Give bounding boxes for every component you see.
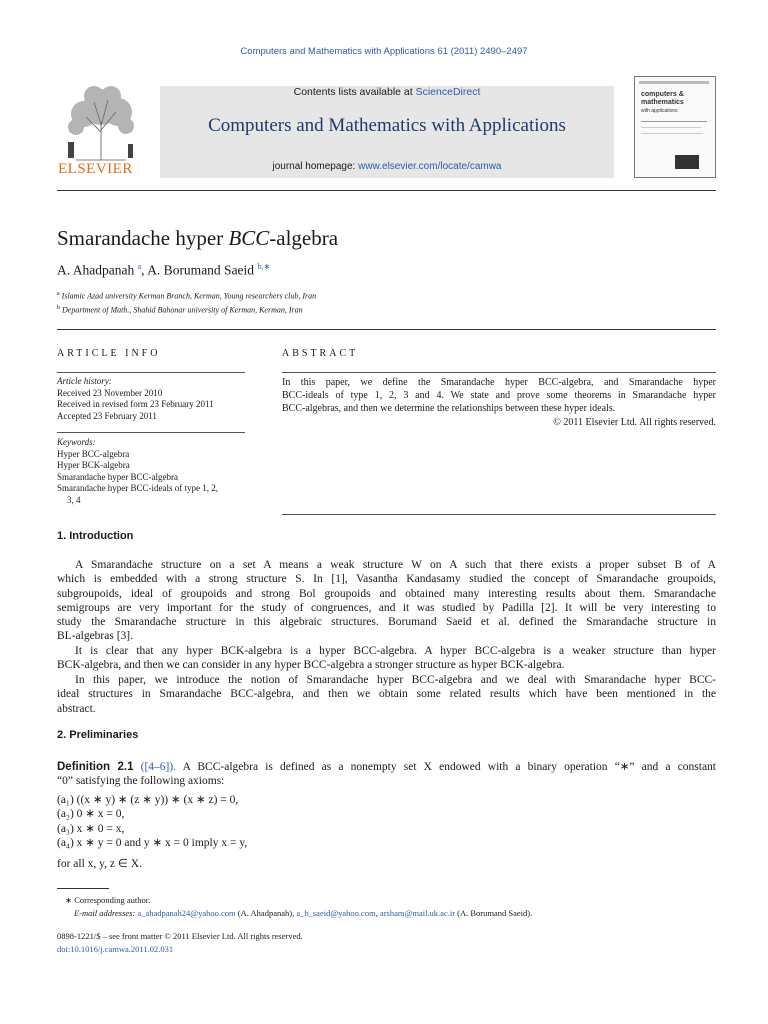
definition-text-2: “0” satisfying the following axioms: bbox=[57, 775, 225, 788]
section-heading-preliminaries: 2. Preliminaries bbox=[57, 729, 139, 741]
doi-link[interactable]: doi:10.1016/j.camwa.2011.02.031 bbox=[57, 944, 174, 954]
author-separator: , bbox=[141, 262, 148, 278]
issn-line: 0898-1221/$ – see front matter © 2011 Elsevier Ltd. All rights reserved. bbox=[57, 931, 303, 941]
email-link-1[interactable]: a_ahadpanah24@yahoo.com bbox=[137, 908, 236, 918]
keyword-4: Smarandache hyper BCC-ideals of type 1, 2, bbox=[57, 483, 218, 493]
article-info-rule bbox=[57, 372, 245, 373]
title-rule bbox=[57, 329, 716, 330]
keyword-2: Hyper BCK-algebra bbox=[57, 460, 130, 470]
email-link-2[interactable]: a_b_saeid@yahoo.com bbox=[296, 908, 376, 918]
intro-paragraph-1 bbox=[57, 558, 716, 644]
history-accepted: Accepted 23 February 2011 bbox=[57, 410, 157, 421]
title-main: Smarandache hyper bbox=[57, 226, 229, 250]
abstract-line-3: BCC-algebras, and then we determine the relationships between these hyper ideals. bbox=[282, 403, 616, 415]
author-2: A. Borumand Saeid bbox=[147, 262, 255, 278]
homepage-line bbox=[160, 161, 614, 172]
definition-2-1 bbox=[57, 760, 716, 789]
history-rule bbox=[57, 432, 245, 433]
affiliation-b-text: Department of Math., Shahid Bahonar university of Kerman, Kerman, Iran bbox=[62, 305, 303, 315]
affiliation-b bbox=[57, 305, 303, 315]
keywords bbox=[57, 437, 257, 506]
footnote-star: ∗ bbox=[65, 895, 73, 905]
affiliation-a bbox=[57, 291, 316, 301]
sciencedirect-link[interactable]: ScienceDirect bbox=[415, 86, 481, 98]
history-received: Received 23 November 2010 bbox=[57, 387, 163, 398]
author-list bbox=[57, 262, 270, 279]
affiliation-b-mark: b bbox=[57, 305, 60, 311]
contents-line bbox=[160, 86, 614, 98]
article-history bbox=[57, 376, 257, 422]
publisher-wordmark: ELSEVIER bbox=[58, 161, 133, 177]
intro-p1-line-4: semigroups are very important for the study of congruences, and it was studied by Padilla [2]. It will be very interesting to bbox=[57, 601, 716, 614]
abstract-line-2: BCC-ideals of type 1, 2, 3 and 4. We state and prove some theorems in Smarandache hyper bbox=[282, 390, 716, 402]
intro-p3-line-1: In this paper, we introduce the notion of Smarandache hyper BCC-algebra and we deal with Smarandache hyper BCC- bbox=[75, 674, 716, 686]
axiom-a1: (a₁) ((x ∗ y) ∗ (z ∗ y)) ∗ (x ∗ z) = 0, bbox=[57, 794, 239, 806]
intro-p3-line-3: abstract. bbox=[57, 702, 96, 715]
intro-p1-line-2: which is embedded with a strong structure S. In [1], Vasantha Kandasamy studied the concept of Smarandache groupoids, bbox=[57, 573, 716, 586]
definition-label: Definition 2.1 bbox=[57, 761, 134, 773]
email-link-3[interactable]: arsham@mail.uk.ac.ir bbox=[379, 908, 456, 918]
email-owner-3: (A. Borumand Saeid). bbox=[455, 908, 533, 918]
keyword-1: Hyper BCC-algebra bbox=[57, 448, 130, 459]
email-owner-1: (A. Ahadpanah), bbox=[235, 908, 297, 918]
affiliation-a-mark: a bbox=[57, 291, 60, 297]
footnote-corresponding-text: Corresponding author. bbox=[74, 895, 151, 905]
footnote-corresponding bbox=[57, 895, 150, 906]
running-head[interactable]: Computers and Mathematics with Applications 61 (2011) 2490–2497 bbox=[240, 46, 528, 57]
intro-p1-line-1: A Smarandache structure on a set A means a weak structure W on A such that there exists a proper subset B of A bbox=[75, 559, 716, 571]
axiom-quantifier: for all x, y, z ∈ X. bbox=[57, 858, 142, 870]
homepage-link[interactable]: www.elsevier.com/locate/camwa bbox=[358, 161, 502, 172]
intro-paragraph-3 bbox=[57, 673, 716, 716]
paper-title bbox=[57, 226, 338, 251]
abstract-end-rule bbox=[282, 514, 716, 515]
intro-p2-line-1: It is clear that any hyper BCK-algebra is a hyper BCC-algebra. A hyper BCC-algebra is a weaker structure than hyper bbox=[75, 645, 716, 657]
cover-line-2: mathematics bbox=[641, 99, 684, 106]
abstract-heading: ABSTRACT bbox=[282, 348, 359, 359]
keyword-4-cont: 3, 4 bbox=[67, 494, 81, 505]
intro-p1-line-3: subgroupoids, ideal of groupoids and strong Bol groupoids and obtained many interesting results about them. Smarandache bbox=[57, 587, 716, 600]
title-italic: BCC bbox=[228, 226, 270, 250]
abstract-copyright: © 2011 Elsevier Ltd. All rights reserved. bbox=[553, 416, 716, 428]
abstract-rule bbox=[282, 372, 716, 373]
cover-line-3: with applications bbox=[641, 108, 678, 114]
abstract-body bbox=[282, 376, 716, 429]
cover-line-1: computers & bbox=[641, 91, 684, 98]
email-separator: , bbox=[375, 908, 380, 918]
intro-p1-line-5: study the Smarandache structure in this algebraic structures. Borumand Saeid et al. defined the Smarandache structure in bbox=[57, 616, 716, 629]
footnote-rule bbox=[57, 888, 109, 889]
keyword-3: Smarandache hyper BCC-algebra bbox=[57, 471, 178, 482]
axiom-list bbox=[57, 793, 247, 850]
definition-reference[interactable]: ([4–6]). bbox=[133, 761, 177, 773]
contents-prefix: Contents lists available at bbox=[293, 86, 416, 98]
email-label: E-mail addresses: bbox=[74, 908, 138, 918]
section-heading-introduction: 1. Introduction bbox=[57, 530, 134, 542]
axiom-a2: (a₂) 0 ∗ x = 0, bbox=[57, 808, 125, 821]
title-tail: -algebra bbox=[269, 226, 339, 250]
footnote-emails bbox=[57, 908, 532, 918]
intro-p3-line-2: ideal structures in Smarandache BCC-algebra, and then we obtain some related results which have been mentioned in the bbox=[57, 688, 716, 701]
intro-paragraph-2 bbox=[57, 644, 716, 673]
history-revised: Received in revised form 23 February 2011 bbox=[57, 399, 214, 409]
intro-p2-line-2: BCK-algebra, and then we can consider in any hyper BCC-algebra a stronger structure as hyper BCK-algebra. bbox=[57, 659, 565, 672]
header-rule bbox=[57, 190, 716, 191]
affiliation-a-text: Islamic Azad university Kerman Branch, Kerman, Young researchers club, Iran bbox=[61, 291, 317, 301]
abstract-line-1: In this paper, we define the Smarandache hyper BCC-algebra, and Smarandache hyper bbox=[282, 377, 716, 388]
intro-p1-line-6: BL-algebras [3]. bbox=[57, 630, 133, 643]
author-2-affiliation-mark[interactable]: b,∗ bbox=[257, 262, 271, 271]
author-1: A. Ahadpanah bbox=[57, 262, 135, 278]
homepage-prefix: journal homepage: bbox=[272, 161, 359, 172]
article-info-heading: ARTICLE INFO bbox=[57, 348, 161, 359]
axiom-a4: (a₄) x ∗ y = 0 and y ∗ x = 0 imply x = y, bbox=[57, 836, 248, 849]
journal-cover-thumbnail bbox=[634, 76, 716, 178]
history-label: Article history: bbox=[57, 376, 112, 386]
keywords-label: Keywords: bbox=[57, 437, 96, 447]
author-1-affiliation-mark[interactable]: a bbox=[137, 262, 142, 271]
journal-title: Computers and Mathematics with Applications bbox=[208, 115, 566, 136]
axiom-a3: (a₃) x ∗ 0 = x, bbox=[57, 822, 125, 835]
definition-text-1: A BCC-algebra is defined as a nonempty set X endowed with a binary operation “∗” and a constant bbox=[176, 761, 716, 773]
